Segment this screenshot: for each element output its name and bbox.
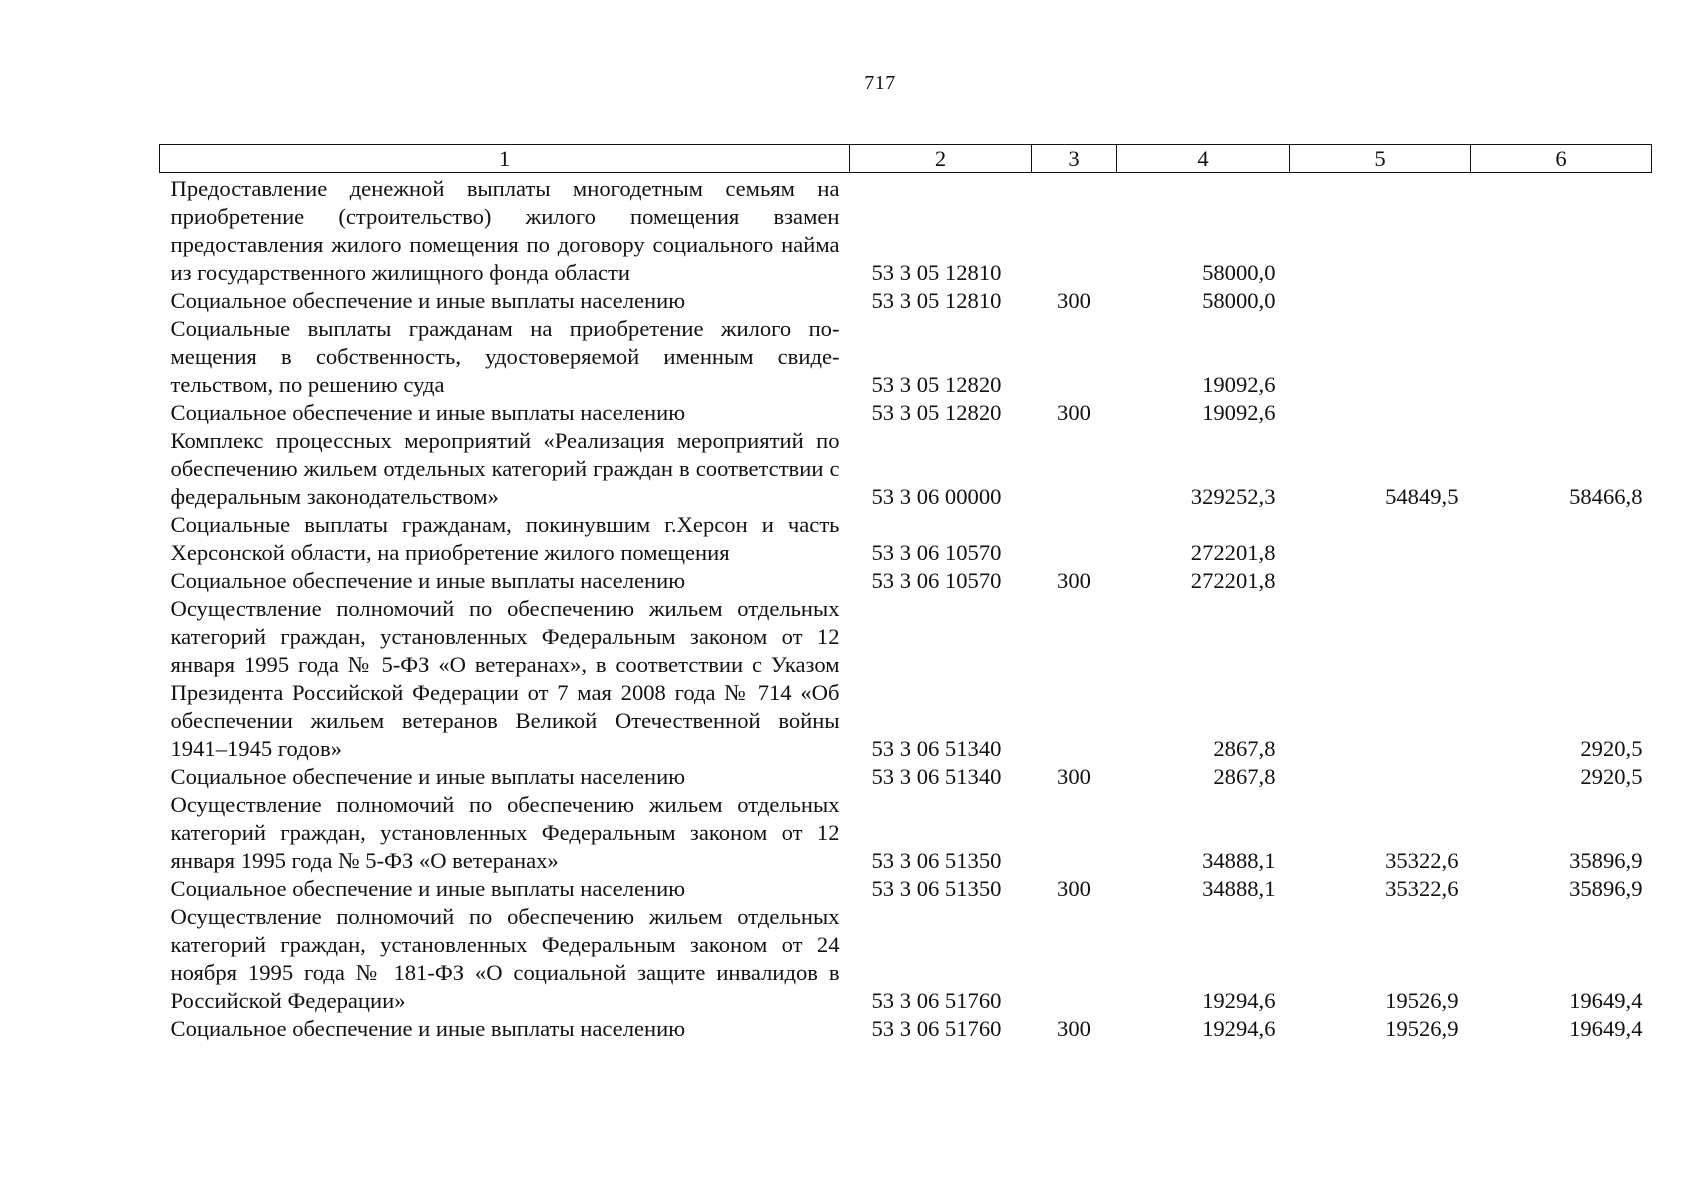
row-value-col5: 19526,9 — [1385, 988, 1459, 1013]
row-name: Социальное обеспечение и иные выплаты населению — [170, 288, 686, 313]
row-expense-kind: 300 — [1057, 288, 1091, 313]
header-col-6: 6 — [1471, 145, 1652, 173]
row-expense-kind: 300 — [1057, 764, 1091, 789]
row-name: Социальное обеспечение и иные выплаты населению — [170, 764, 686, 789]
row-code: 53 3 06 51350 — [871, 876, 1002, 901]
row-code: 53 3 05 12810 — [871, 288, 1002, 313]
row-expense-kind — [1032, 315, 1117, 399]
row-value-col6: 58466,8 — [1569, 484, 1643, 509]
row-value-col4: 19092,6 — [1202, 400, 1276, 425]
row-expense-kind — [1032, 427, 1117, 511]
row-value-col6 — [1471, 399, 1652, 427]
row-value-col6 — [1471, 511, 1652, 567]
row-value-col4: 34888,1 — [1202, 848, 1276, 873]
row-value-col4: 329252,3 — [1190, 484, 1276, 509]
row-value-col5: 35322,6 — [1385, 848, 1459, 873]
row-name: Осуществление полномочий по обеспечению жильем отдельных категорий граждан, установленных Федеральным законом от 12 января 1995 года № 5-ФЗ «О ветеранах», в соответствии с Указом Президента Российской Федерации от 7 мая 2008 года № 714 «Об обеспечении жильем ветеранов Великой Отечественной войны 1941–1945 годов» — [170, 596, 840, 761]
row-value-col6: 35896,9 — [1569, 848, 1643, 873]
row-value-col6 — [1471, 567, 1652, 595]
row-value-col5 — [1290, 287, 1471, 315]
row-code: 53 3 06 51760 — [871, 1016, 1002, 1041]
table-row — [160, 1015, 1652, 1043]
row-expense-kind — [1032, 791, 1117, 875]
row-name: Социальное обеспечение и иные выплаты населению — [170, 1016, 686, 1041]
row-code: 53 3 06 00000 — [871, 484, 1002, 509]
row-expense-kind — [1032, 511, 1117, 567]
row-value-col4: 19294,6 — [1202, 988, 1276, 1013]
row-value-col6: 2920,5 — [1580, 736, 1643, 761]
row-name: Комплекс процессных мероприятий «Реализация мероприятий по обеспечению жильем отдельных категорий граждан в соответствии с федеральным законодательством» — [170, 428, 840, 509]
row-value-col4: 2867,8 — [1213, 764, 1276, 789]
row-name: Предоставление денежной выплаты многодетным семьям на приобретение (строительство) жилого помещения взамен предоставления жилого помещения по договору социального найма из государственного жилищного фонда области — [170, 176, 840, 285]
row-value-col5 — [1290, 399, 1471, 427]
table-row — [160, 315, 1652, 399]
row-name: Социальное обеспечение и иные выплаты населению — [170, 400, 686, 425]
row-value-col5 — [1290, 511, 1471, 567]
row-expense-kind — [1032, 903, 1117, 1015]
header-col-3: 3 — [1032, 145, 1117, 173]
row-name: Социальное обеспечение и иные выплаты населению — [170, 568, 686, 593]
table-row — [160, 427, 1652, 511]
header-row — [160, 145, 1652, 173]
row-expense-kind — [1032, 173, 1117, 288]
table-row — [160, 567, 1652, 595]
row-name: Социальные выплаты гражданам на приобретение жилого помещения в собственность, удостоверяемой именным свидетельством, по решению суда — [170, 316, 840, 397]
row-name: Социальные выплаты гражданам, покинувшим г.Херсон и часть Херсонской области, на приобретение жилого помещения — [170, 512, 840, 565]
row-code: 53 3 06 51350 — [871, 848, 1002, 873]
table-header — [160, 145, 1652, 173]
row-expense-kind: 300 — [1057, 568, 1091, 593]
row-name: Осуществление полномочий по обеспечению жильем отдельных категорий граждан, установленных Федеральным законом от 12 января 1995 года № 5-ФЗ «О ветеранах» — [170, 792, 840, 873]
header-col-1: 1 — [160, 145, 850, 173]
row-value-col5: 35322,6 — [1385, 876, 1459, 901]
row-value-col6 — [1471, 287, 1652, 315]
table-row — [160, 763, 1652, 791]
page-number: 717 — [864, 72, 896, 94]
row-value-col5 — [1290, 763, 1471, 791]
row-value-col4: 272201,8 — [1190, 540, 1276, 565]
table-row — [160, 595, 1652, 763]
row-expense-kind: 300 — [1057, 876, 1091, 901]
table-body — [160, 173, 1652, 1044]
table-row — [160, 511, 1652, 567]
row-value-col6 — [1471, 173, 1652, 288]
row-value-col6 — [1471, 315, 1652, 399]
header-col-4: 4 — [1117, 145, 1290, 173]
row-value-col5 — [1290, 567, 1471, 595]
row-code: 53 3 06 10570 — [871, 568, 1002, 593]
row-value-col5 — [1290, 595, 1471, 763]
header-col-2: 2 — [850, 145, 1032, 173]
row-expense-kind: 300 — [1057, 400, 1091, 425]
row-value-col6: 2920,5 — [1580, 764, 1643, 789]
table-row — [160, 287, 1652, 315]
row-value-col5 — [1290, 173, 1471, 288]
row-name: Социальное обеспечение и иные выплаты населению — [170, 876, 686, 901]
row-value-col4: 2867,8 — [1213, 736, 1276, 761]
table-row — [160, 791, 1652, 875]
row-code: 53 3 06 51340 — [871, 764, 1002, 789]
header-col-5: 5 — [1290, 145, 1471, 173]
row-value-col4: 58000,0 — [1202, 260, 1276, 285]
row-code: 53 3 05 12820 — [871, 400, 1002, 425]
row-name: Осуществление полномочий по обеспечению жильем отдельных категорий граждан, установленных Федеральным законом от 24 ноября 1995 года № 181-ФЗ «О социальной защите инвалидов в Российской Федерации» — [170, 904, 840, 1013]
row-value-col4: 58000,0 — [1202, 288, 1276, 313]
row-expense-kind — [1032, 595, 1117, 763]
row-code: 53 3 05 12820 — [871, 372, 1002, 397]
row-value-col6: 19649,4 — [1569, 1016, 1643, 1041]
row-value-col5 — [1290, 315, 1471, 399]
table-row — [160, 399, 1652, 427]
row-value-col6: 35896,9 — [1569, 876, 1643, 901]
table-row — [160, 173, 1652, 288]
row-code: 53 3 05 12810 — [871, 260, 1002, 285]
table-row — [160, 903, 1652, 1015]
row-value-col4: 34888,1 — [1202, 876, 1276, 901]
row-code: 53 3 06 10570 — [871, 540, 1002, 565]
row-value-col4: 19092,6 — [1202, 372, 1276, 397]
row-value-col5: 19526,9 — [1385, 1016, 1459, 1041]
row-expense-kind: 300 — [1057, 1016, 1091, 1041]
row-value-col5: 54849,5 — [1385, 484, 1459, 509]
row-code: 53 3 06 51340 — [871, 736, 1002, 761]
row-value-col6: 19649,4 — [1569, 988, 1643, 1013]
row-value-col4: 19294,6 — [1202, 1016, 1276, 1041]
row-code: 53 3 06 51760 — [871, 988, 1002, 1013]
budget-table — [159, 144, 1652, 1043]
table-row — [160, 875, 1652, 903]
row-value-col4: 272201,8 — [1190, 568, 1276, 593]
